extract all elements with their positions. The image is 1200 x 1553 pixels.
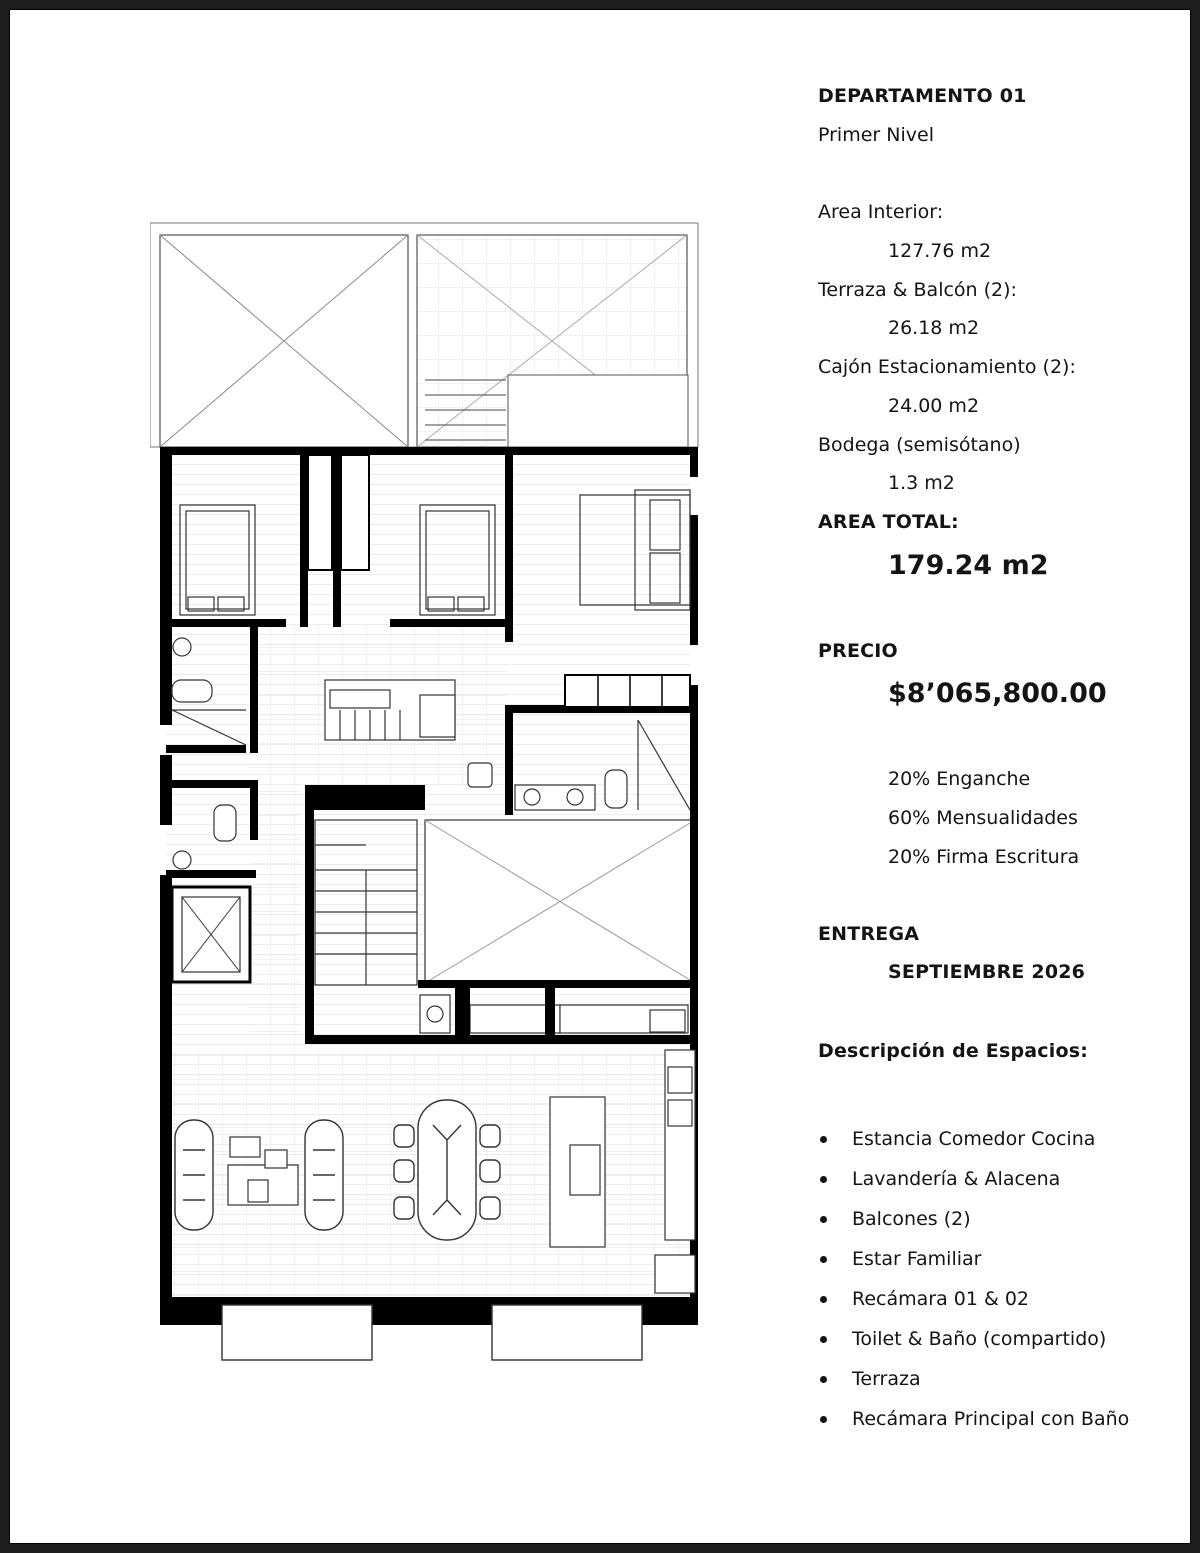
payment-term-down: 20% Enganche (888, 768, 1031, 790)
storage-area-value: 1.3 m2 (888, 472, 955, 494)
bullet-icon (820, 1176, 827, 1183)
spaces-title: Descripción de Espacios: (818, 1040, 1089, 1062)
living-sofa-left (175, 1120, 213, 1230)
list-item: Recámara Principal con Baño (818, 1404, 1129, 1444)
parking-area-label: Cajón Estacionamiento (2): (818, 356, 1076, 378)
apartment-title: DEPARTAMENTO 01 (818, 85, 1027, 107)
parking-area-value: 24.00 m2 (888, 395, 980, 417)
interior-area-value: 127.76 m2 (888, 240, 992, 262)
floor-plan (150, 215, 710, 1365)
bullet-icon (820, 1216, 827, 1223)
payment-term-deed: 20% Firma Escritura (888, 846, 1080, 868)
delivery-label: ENTREGA (818, 923, 920, 945)
total-area-label: AREA TOTAL: (818, 511, 959, 533)
terrace-area-label: Terraza & Balcón (2): (818, 279, 1017, 301)
elevator (172, 887, 250, 982)
bullet-icon (820, 1336, 827, 1343)
bullet-icon (820, 1416, 827, 1423)
list-item: Terraza (818, 1364, 1129, 1404)
interior-area-label: Area Interior: (818, 201, 944, 223)
price-label: PRECIO (818, 640, 898, 662)
apartment-level: Primer Nivel (818, 124, 934, 146)
list-item: Lavandería & Alacena (818, 1164, 1129, 1204)
bullet-icon (820, 1256, 827, 1263)
storage-area-label: Bodega (semisótano) (818, 434, 1021, 456)
list-item: Toilet & Baño (compartido) (818, 1324, 1129, 1364)
bullet-icon (820, 1296, 827, 1303)
delivery-date: SEPTIEMBRE 2026 (888, 961, 1086, 983)
document-page (10, 10, 1190, 1543)
living-sofa-right (305, 1120, 343, 1230)
list-item: Recámara 01 & 02 (818, 1284, 1129, 1324)
terrace (150, 223, 698, 447)
spaces-list (818, 1124, 1129, 1444)
price-value: $8’065,800.00 (888, 678, 1107, 709)
bullet-icon (820, 1376, 827, 1383)
floor-plan-drawing (150, 215, 710, 1365)
list-item: Estar Familiar (818, 1244, 1129, 1284)
bullet-icon (820, 1136, 827, 1143)
list-item: Estancia Comedor Cocina (818, 1124, 1129, 1164)
terrace-area-value: 26.18 m2 (888, 317, 980, 339)
list-item: Balcones (2) (818, 1204, 1129, 1244)
total-area-value: 179.24 m2 (888, 550, 1049, 581)
payment-term-monthly: 60% Mensualidades (888, 807, 1078, 829)
